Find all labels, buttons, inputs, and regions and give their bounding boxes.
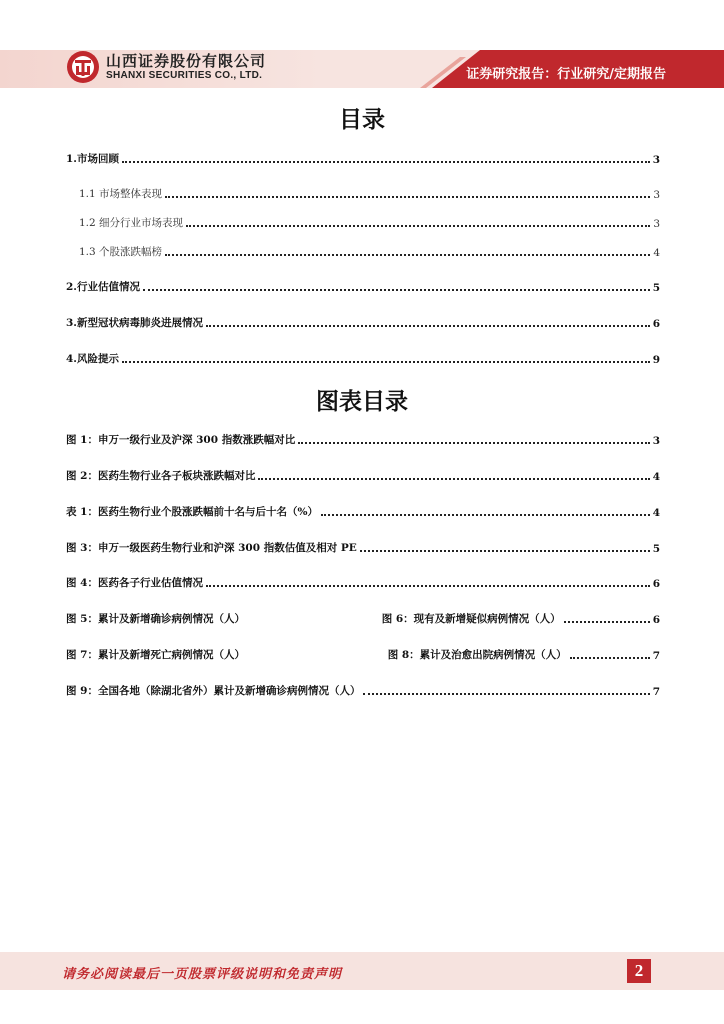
toc-entry-page: 6	[652, 318, 660, 330]
toc-entry[interactable]	[66, 348, 660, 366]
figure-entry-label: 图 4：医药各子行业估值情况	[66, 577, 203, 589]
toc-entry-page: 5	[652, 282, 660, 294]
figure-entry-label: 图 6：现有及新增疑似病例情况（人）	[381, 613, 561, 625]
figure-entry-label: 图 3：申万一级医药生物行业和沪深 300 指数估值及相对 PE	[66, 542, 357, 554]
figure-entry[interactable]	[66, 501, 660, 519]
toc-entry-page: 3	[652, 154, 660, 166]
figure-entry[interactable]	[388, 647, 660, 662]
toc-entry-label: 1.2 细分行业市场表现	[79, 217, 184, 229]
toc-entry-page: 9	[652, 354, 660, 366]
figure-entry-label[interactable]: 图 5：累计及新增确诊病例情况（人）	[66, 613, 245, 625]
dot-leader	[165, 254, 650, 256]
toc-title: 目录	[339, 107, 385, 133]
dot-leader	[186, 225, 650, 227]
figure-list-title: 图表目录	[316, 389, 408, 415]
toc-entry-label: 1.3 个股涨跌幅榜	[79, 246, 163, 258]
figure-entry-label: 表 1：医药生物行业个股涨跌幅前十名与后十名（%）	[66, 506, 318, 518]
figure-entry-label: 图 9：全国各地（除湖北省外）累计及新增确诊病例情况（人）	[66, 685, 361, 697]
figure-entry-pair	[66, 644, 660, 662]
shanxi-securities-logo-icon	[66, 50, 100, 84]
toc-entry[interactable]	[79, 241, 660, 259]
dot-leader	[122, 361, 650, 363]
toc-entry-label: 3.新型冠状病毒肺炎进展情况	[66, 317, 203, 329]
toc-entry[interactable]	[66, 148, 660, 166]
dot-leader	[360, 550, 650, 552]
toc-entry[interactable]	[66, 276, 660, 294]
figure-entry-page: 7	[652, 650, 660, 662]
figure-entry-page: 7	[652, 686, 660, 698]
figure-entry-label[interactable]: 图 7：累计及新增死亡病例情况（人）	[66, 649, 245, 661]
toc-entry[interactable]	[79, 212, 660, 230]
toc-entry[interactable]	[79, 183, 660, 201]
figure-entry-page: 4	[652, 507, 660, 519]
dot-leader	[122, 161, 650, 163]
company-name-en: SHANXI SECURITIES CO., LTD.	[106, 69, 263, 81]
toc-entry-page: 4	[653, 247, 660, 259]
figure-entry[interactable]	[66, 680, 660, 698]
figure-entry[interactable]	[66, 572, 660, 590]
dot-leader	[321, 514, 650, 516]
figure-entry-pair	[66, 608, 660, 626]
company-logo	[66, 50, 266, 84]
toc-entry-label: 1.1 市场整体表现	[79, 188, 163, 200]
page-header	[0, 0, 724, 100]
figure-entry[interactable]	[382, 611, 660, 626]
figure-entry-page: 5	[652, 543, 660, 555]
figure-entry-page: 6	[652, 614, 660, 626]
dot-leader	[143, 289, 650, 291]
dot-leader	[258, 478, 649, 480]
dot-leader	[363, 693, 649, 695]
toc-entry-page: 3	[653, 189, 660, 201]
page-footer	[0, 952, 724, 990]
figure-entry[interactable]	[66, 429, 660, 447]
toc-entry-page: 3	[653, 218, 660, 230]
figure-entry[interactable]	[66, 537, 660, 555]
figure-entry-page: 3	[652, 435, 660, 447]
company-name-cn: 山西证券股份有限公司	[106, 51, 267, 70]
figure-entry-page: 4	[652, 471, 660, 483]
toc-entry[interactable]	[66, 312, 660, 330]
page-number: 2	[627, 959, 651, 983]
figure-entry-page: 6	[652, 578, 660, 590]
figure-entry-label: 图 8：累计及治愈出院病例情况（人）	[387, 649, 567, 661]
toc-entry-label: 2.行业估值情况	[66, 281, 140, 293]
dot-leader	[570, 657, 650, 659]
report-type-label: 证券研究报告：行业研究/定期报告	[466, 67, 666, 82]
dot-leader	[564, 621, 650, 623]
dot-leader	[206, 585, 650, 587]
figure-entry[interactable]	[66, 465, 660, 483]
dot-leader	[298, 442, 649, 444]
figure-entry-label: 图 1：申万一级行业及沪深 300 指数涨跌幅对比	[66, 434, 296, 446]
toc-entry-label: 1.市场回顾	[66, 153, 119, 165]
disclaimer-link[interactable]: 请务必阅读最后一页股票评级说明和免责声明	[62, 967, 343, 982]
dot-leader	[206, 325, 650, 327]
toc-entry-label: 4.风险提示	[66, 353, 119, 365]
figure-entry-label: 图 2：医药生物行业各子板块涨跌幅对比	[66, 470, 256, 482]
dot-leader	[165, 196, 650, 198]
